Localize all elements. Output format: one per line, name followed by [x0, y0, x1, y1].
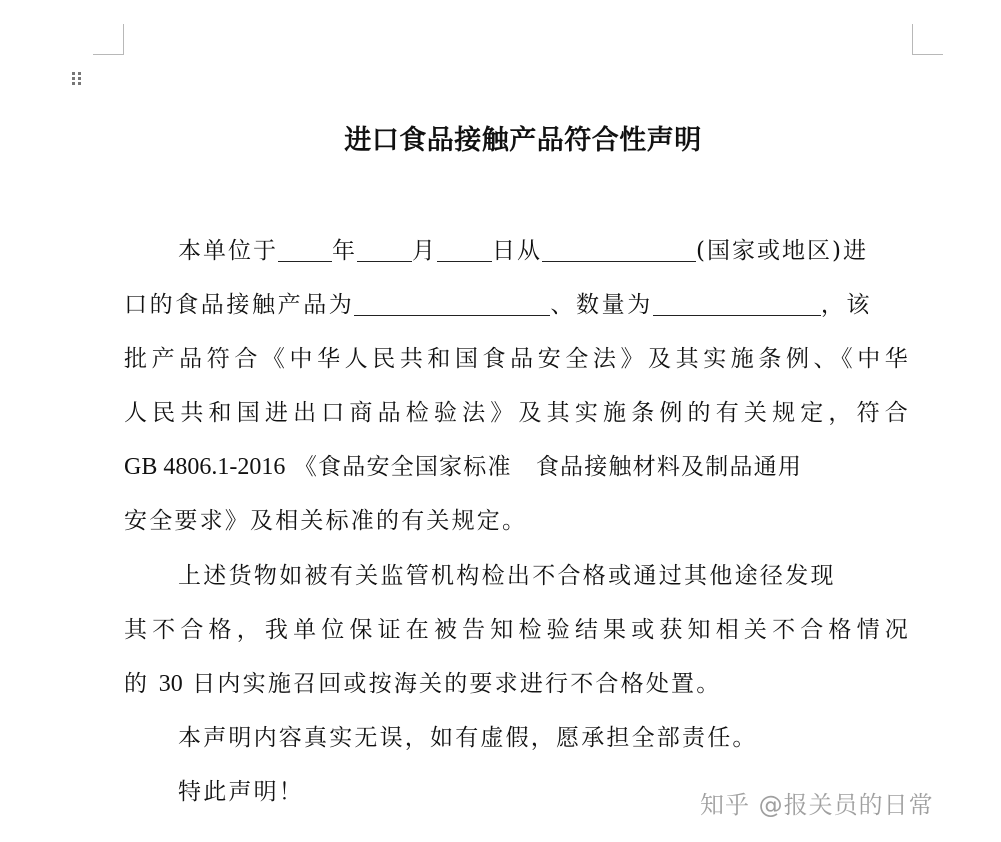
para2-line-1: 上述货物如被有关监管机构检出不合格或通过其他途径发现: [178, 563, 836, 589]
text-segment: 口的食品接触产品为: [124, 292, 355, 318]
para3-line: 本声明内容真实无误，如有虚假，愿承担全部责任。: [178, 725, 758, 751]
days-number: 30: [158, 671, 183, 697]
blank-month-field[interactable]: [357, 239, 412, 262]
text-segment: 的: [124, 671, 150, 697]
blank-year-field[interactable]: [278, 239, 332, 262]
para1-line-2: [124, 286, 910, 319]
standard-code: GB 4806.1-2016: [124, 454, 286, 480]
para1-line-5: [124, 448, 910, 481]
text-segment: 本单位于: [178, 238, 278, 264]
text-segment: ，该: [820, 292, 873, 318]
crop-mark-top-left: [93, 24, 124, 55]
blank-day-field[interactable]: [437, 239, 492, 262]
blank-country-field[interactable]: [542, 239, 696, 262]
document-title: 进口食品接触产品符合性声明: [344, 125, 702, 156]
text-segment: 月: [412, 238, 437, 264]
blank-product-field[interactable]: [354, 293, 550, 316]
text-segment: 《食品安全国家标准 食品接触材料及制品通用: [293, 454, 803, 480]
text-segment: (国家或地区)进: [696, 238, 868, 264]
para2-line-3: [124, 665, 910, 698]
para2-line-2: 其不合格，我单位保证在被告知检验结果或获知相关不合格情况: [124, 617, 910, 643]
para1-line-3: 批产品符合《中华人民共和国食品安全法》及其实施条例、《中华: [124, 346, 910, 372]
drag-handle-icon[interactable]: [72, 72, 86, 90]
closing-line: 特此声明！: [178, 779, 304, 805]
para1-line-6: 安全要求》及相关标准的有关规定。: [124, 508, 528, 534]
para1-line-4: 人民共和国进出口商品检验法》及其实施条例的有关规定，符合: [124, 400, 910, 426]
text-segment: 日从: [492, 238, 542, 264]
text-segment: 年: [332, 238, 357, 264]
para1-line-1: [124, 232, 910, 265]
crop-mark-top-right: [912, 24, 943, 55]
text-segment: 、数量为: [550, 292, 653, 318]
text-segment: 日内实施召回或按海关的要求进行不合格处置。: [192, 671, 722, 697]
watermark: 知乎 @报关员的日常: [700, 791, 934, 819]
blank-quantity-field[interactable]: [653, 293, 821, 316]
